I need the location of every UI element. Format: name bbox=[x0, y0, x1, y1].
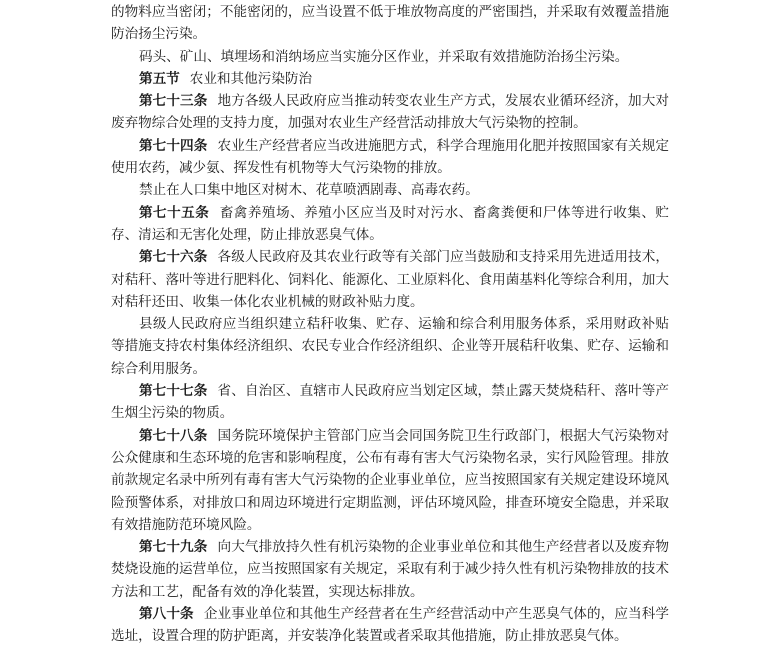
article-75 bbox=[111, 202, 669, 247]
article-text: 国务院环境保护主管部门应当会同国务院卫生行政部门，根据大气污染物对公众健康和生态环境的危害和影响程度，公布有毒有害大气污染物名录，实行风险管理。排放前款规定名录中所列有毒有害大气污染物的企业事业单位，应当按照国家有关规定建设环境风险预警体系，对排放口和周边环境进行定期监测，评估环境风险，排查环境安全隐患，并采取有效措施防范环境风险。 bbox=[111, 427, 669, 533]
article-77 bbox=[111, 380, 669, 425]
article-text: 向大气排放持久性有机污染物的企业事业单位和其他生产经营者以及废弃物焚烧设施的运营单位，应当按照国家有关规定，采取有利于减少持久性有机污染物排放的技术方法和工艺，配备有效的净化装置，实现达标排放。 bbox=[111, 539, 669, 600]
paragraph bbox=[111, 179, 669, 201]
article-text: 畜禽养殖场、养殖小区应当及时对污水、畜禽粪便和尸体等进行收集、贮存、清运和无害化处理，防止排放恶臭气体。 bbox=[111, 204, 670, 243]
article-number: 第七十八条 bbox=[139, 427, 208, 444]
article-73 bbox=[111, 90, 669, 135]
article-text: 各级人民政府及其农业行政等有关部门应当鼓励和支持采用先进适用技术，对秸秆、落叶等进行肥料化、饲料化、能源化、工业原料化、食用菌基料化等综合利用，加大对秸秆还田、收集一体化农业机械的财政补贴力度。 bbox=[111, 249, 669, 310]
paragraph bbox=[111, 46, 669, 68]
article-79 bbox=[111, 536, 669, 603]
paragraph-text: 禁止在人口集中地区对树木、花草喷洒剧毒、高毒农药。 bbox=[139, 182, 479, 199]
paragraph-continuation bbox=[111, 1, 669, 46]
article-number: 第七十五条 bbox=[139, 204, 210, 221]
article-74 bbox=[111, 135, 669, 180]
article-number: 第七十四条 bbox=[139, 137, 208, 154]
article-80 bbox=[111, 603, 669, 648]
article-number: 第七十九条 bbox=[139, 539, 208, 556]
section-number: 第五节 bbox=[139, 70, 180, 87]
article-number: 第七十七条 bbox=[139, 383, 208, 400]
section-title: 农业和其他污染防治 bbox=[189, 70, 313, 87]
article-number: 第八十条 bbox=[139, 606, 194, 623]
article-text: 企业事业单位和其他生产经营者在生产经营活动中产生恶臭气体的，应当科学选址，设置合理的防护距离，并安装净化装置或者采取其他措施，防止排放恶臭气体。 bbox=[111, 606, 670, 645]
document-page bbox=[111, 1, 669, 648]
paragraph-text: 码头、矿山、填埋场和消纳场应当实施分区作业，并采取有效措施防治扬尘污染。 bbox=[139, 48, 629, 65]
article-text: 农业生产经营者应当改进施肥方式，科学合理施用化肥并按照国家有关规定使用农药，减少氨、挥发性有机物等大气污染物的排放。 bbox=[111, 137, 669, 177]
section-heading bbox=[111, 68, 669, 90]
paragraph bbox=[111, 313, 669, 380]
paragraph-text: 的物料应当密闭；不能密闭的，应当设置不低于堆放物高度的严密围挡，并采取有效覆盖措施防治扬尘污染。 bbox=[111, 4, 669, 43]
article-text: 省、自治区、直辖市人民政府应当划定区域，禁止露天焚烧秸秆、落叶等产生烟尘污染的物质。 bbox=[111, 383, 669, 422]
article-number: 第七十三条 bbox=[139, 93, 208, 110]
article-76 bbox=[111, 246, 669, 313]
paragraph-text: 县级人民政府应当组织建立秸秆收集、贮存、运输和综合利用服务体系，采用财政补贴等措施支持农村集体经济组织、农民专业合作经济组织、企业等开展秸秆收集、贮存、运输和综合利用服务。 bbox=[111, 316, 669, 377]
article-number: 第七十六条 bbox=[139, 249, 208, 266]
article-78 bbox=[111, 425, 669, 536]
article-text: 地方各级人民政府应当推动转变农业生产方式，发展农业循环经济，加大对废弃物综合处理的支持力度，加强对农业生产经营活动排放大气污染物的控制。 bbox=[111, 93, 669, 132]
